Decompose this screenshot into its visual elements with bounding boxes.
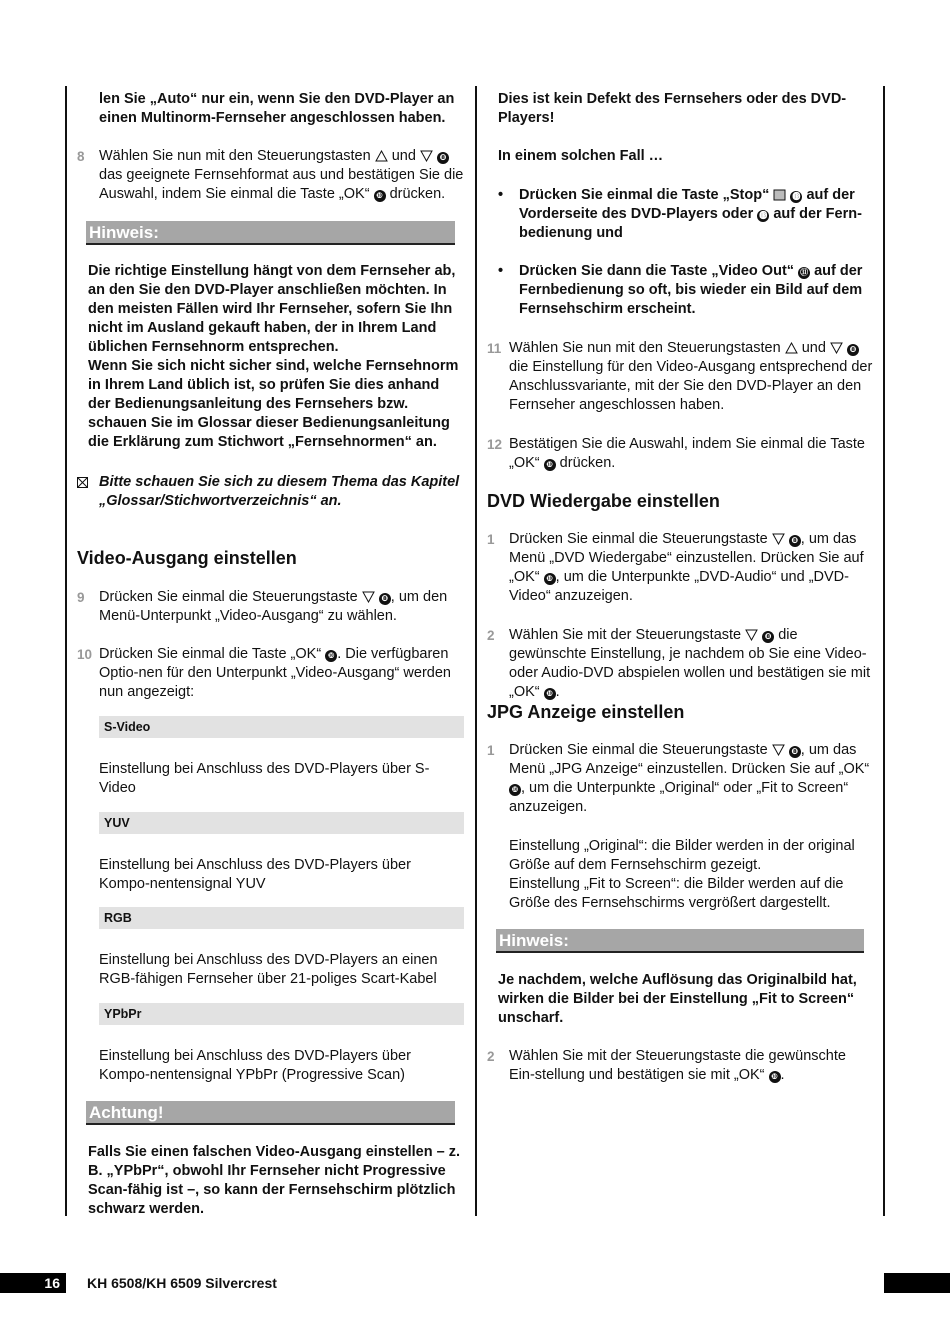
right-column-rule: [883, 86, 885, 1216]
bullet-stop: • Drücken Sie einmal die Taste „Stop“ ⓭ auf der Vorderseite des DVD-Players oder ⓭ auf der Fern-bedienung und: [498, 187, 862, 241]
step-number: 8: [77, 149, 85, 164]
step-number: 10: [77, 647, 93, 662]
down-arrow-icon: [745, 629, 758, 641]
step-number: 2: [487, 1049, 495, 1064]
step-number: 2: [487, 628, 495, 643]
footer-right-bar: [884, 1273, 950, 1293]
option-label-ypbpr: YPbPr: [99, 1003, 464, 1025]
case-text: In einem solchen Fall …: [498, 148, 664, 164]
step-12: 12 Bestätigen Sie die Auswahl, indem Sie einmal die Taste „OK“ ❿ drücken.: [487, 436, 866, 471]
jpg-step-1: 1 Drücken Sie einmal die Steuerungstaste ❽ , um das Menü „JPG Anzeige“ einzustellen. Drücken Sie auf „OK“ ❿ , um die Unterpunkte „Original“ oder „Fit to Screen“ anzuzeigen.: [487, 742, 870, 815]
up-arrow-icon: [785, 342, 798, 354]
reference-box-icon: [77, 477, 88, 488]
down-arrow-icon: [772, 533, 785, 545]
step-9: 9 Drücken Sie einmal die Steuerungstaste ❽ , um den Menü-Unterpunkt „Video-Ausgang“ zu wählen.: [77, 589, 448, 624]
footer-title: KH 6508/KH 6509 Silvercrest: [87, 1275, 277, 1291]
jpg-step-2: 2 Wählen Sie mit der Steuerungstaste die gewünschte Ein-stellung und bestätigen sie mit „OK“ ❿ .: [487, 1048, 846, 1083]
down-arrow-icon: [830, 342, 843, 354]
jpg-original-note: Einstellung „Original“: die Bilder werden in der original Größe auf dem Fernsehschirm gezeigt.: [509, 838, 855, 873]
reference-note: Bitte schauen Sie sich zu diesem Thema das Kapitel „Glossar/Stichwortverzeichnis“ an.: [99, 474, 460, 509]
key-31-icon: ㉛: [800, 268, 809, 277]
bullet-video-out: • Drücken Sie dann die Taste „Video Out“ ㉛ auf der Fernbedienung so oft, bis wieder ein Bild auf dem Fernsehschirm erscheint.: [498, 263, 863, 317]
left-hinweis-title: Hinweis:: [86, 221, 455, 245]
key-30-icon: ❿: [374, 190, 386, 202]
video-output-heading: Video-Ausgang einstellen: [77, 548, 297, 568]
key-13-icon: ⓭: [792, 192, 801, 201]
step-number: 9: [77, 590, 85, 605]
right-intro-text: Dies ist kein Defekt des Fernsehers oder des DVD-Players!: [498, 91, 847, 126]
key-8-icon: ❽: [789, 746, 801, 758]
key-30-icon: ❿: [509, 784, 521, 796]
option-label-rgb: RGB: [99, 907, 464, 929]
down-arrow-icon: [772, 744, 785, 756]
step-8: 8 Wählen Sie nun mit den Steuerungstasten und ❽ das geeignete Fernsehformat aus und bestätigen Sie die Auswahl, indem Sie einmal die Taste „OK“ ❿ drücken.: [77, 148, 464, 202]
down-arrow-icon: [362, 591, 375, 603]
key-13-icon: ⓭: [759, 211, 768, 220]
step-number: 1: [487, 743, 495, 758]
key-8-icon: ❽: [847, 344, 859, 356]
key-8-icon: ❽: [437, 152, 449, 164]
key-30-icon: ❿: [544, 459, 556, 471]
stop-icon: [773, 189, 786, 201]
jpg-fit-note: Einstellung „Fit to Screen“: die Bilder werden auf die Größe des Fernsehschirms vergrößert dargestellt.: [509, 876, 844, 911]
center-column-rule: [475, 86, 477, 1216]
page-number: 16: [0, 1273, 66, 1293]
key-30-icon: ❿: [769, 1071, 781, 1083]
step-11: 11 Wählen Sie nun mit den Steuerungstasten und ❽ die Einstellung für den Video-Ausgang entsprechend der Anschlussvariante, mit der Sie den DVD-Player an den Fernseher angeschlossen haben.: [487, 340, 873, 413]
option-desc-ypbpr: Einstellung bei Anschluss des DVD-Players über Kompo-nentensignal YPbPr (Progressive Scan): [99, 1048, 411, 1083]
step-number: 1: [487, 532, 495, 547]
dvd-step-2: 2 Wählen Sie mit der Steuerungstaste ❽ die gewünschte Einstellung, je nachdem ob Sie eine Video- oder Audio-DVD abspielen wollen und bestätigen sie mit „OK“ ❿ .: [487, 627, 871, 700]
option-desc-rgb: Einstellung bei Anschluss des DVD-Players an einen RGB-fähigen Fernseher über 21-poliges Scart-Kabel: [99, 952, 438, 987]
step-number: 11: [487, 341, 502, 356]
up-arrow-icon: [375, 150, 388, 162]
key-30-icon: ❿: [325, 650, 337, 662]
right-hinweis-title: Hinweis:: [496, 929, 864, 953]
step-number: 12: [487, 437, 503, 452]
option-label-yuv: YUV: [99, 812, 464, 834]
key-8-icon: ❽: [762, 631, 774, 643]
option-desc-yuv: Einstellung bei Anschluss des DVD-Players über Kompo-nentensignal YUV: [99, 857, 411, 892]
achtung-title: Achtung!: [86, 1101, 455, 1125]
option-label-svideo: S-Video: [99, 716, 464, 738]
dvd-step-1: 1 Drücken Sie einmal die Steuerungstaste ❽ , um das Menü „DVD Wiedergabe“ einzustellen. Drücken Sie auf „OK“ ❿ , um die Unterpunkte „DVD-Audio“ und „DVD-Video“ anzuzeigen.: [487, 531, 864, 604]
down-arrow-icon: [420, 150, 433, 162]
left-intro-text: len Sie „Auto“ nur ein, wenn Sie den DVD-Player an einen Multinorm-Fernseher angeschlossen haben.: [99, 91, 455, 126]
step-10: 10 Drücken Sie einmal die Taste „OK“ ❿ . Die verfügbaren Optio-nen für den Unterpunkt „Video-Ausgang“ werden nun angezeigt:: [77, 646, 451, 700]
key-8-icon: ❽: [789, 535, 801, 547]
left-column-rule: [65, 86, 67, 1216]
dvd-playback-heading: DVD Wiedergabe einstellen: [487, 491, 720, 511]
left-hinweis-text: Die richtige Einstellung hängt von dem Fernseher ab, an den Sie den DVD-Player anschließen möchten. In den meisten Fällen wird Ihr Fernseher, sofern Sie Ihn nicht im Ausland gekauft haben, der in Ihrem Land üblichen Fernsehnorm entsprechen. Wenn Sie sich nicht sicher sind, welche Fernsehnorm in Ihrem Land üblich ist, so prüfen Sie dies anhand der Bedienungsanleitung des Fernsehers bzw. schauen Sie im Glossar dieser Bedienungsanleitung die Erklärung zum Stichwort „Fernsehnormen“ an.: [88, 263, 459, 450]
achtung-text: Falls Sie einen falschen Video-Ausgang einstellen – z. B. „YPbPr“, obwohl Ihr Fernseher nicht Progressive Scan-fähig ist –, so kann der Fernsehschirm plötzlich schwarz werden.: [88, 1144, 461, 1217]
jpg-display-heading: JPG Anzeige einstellen: [487, 702, 685, 722]
key-30-icon: ❿: [544, 573, 556, 585]
key-30-icon: ❿: [544, 688, 556, 700]
key-8-icon: ❽: [379, 593, 391, 605]
option-desc-svideo: Einstellung bei Anschluss des DVD-Players über S-Video: [99, 761, 430, 796]
right-hinweis-text: Je nachdem, welche Auflösung das Originalbild hat, wirken die Bilder bei der Einstellung „Fit to Screen“ unscharf.: [498, 972, 857, 1026]
